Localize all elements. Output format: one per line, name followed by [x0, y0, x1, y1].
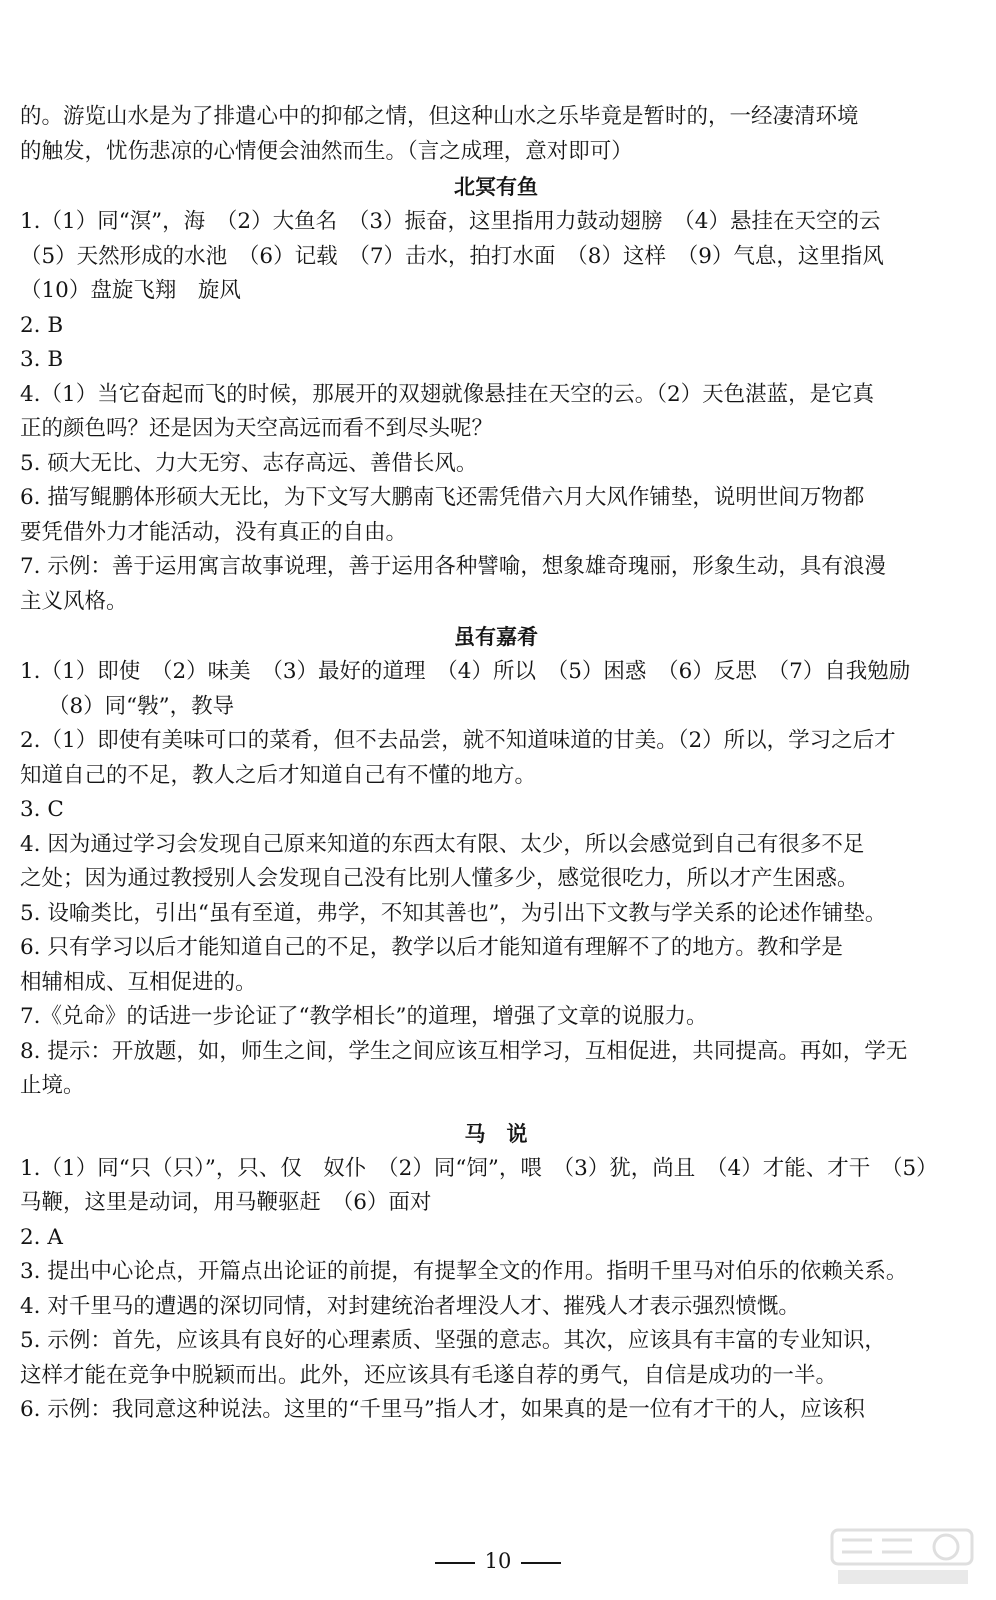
- section-title: 北冥有鱼: [454, 175, 538, 199]
- answer-line: 正的颜色吗？还是因为天空高远而看不到尽头呢？: [20, 416, 494, 441]
- text-line: 的。游览山水是为了排遣心中的抑郁之情，但这种山水之乐毕竟是暂时的，一经凄清环境: [20, 104, 859, 129]
- answer-line: 4. 因为通过学习会发现自己原来知道的东西太有限、太少，所以会感觉到自己有很多不足: [20, 831, 865, 857]
- answer-line: 这样才能在竞争中脱颖而出。此外，还应该具有毛遂自荐的勇气，自信是成功的一半。: [20, 1362, 838, 1388]
- text-line: 的触发，忧伤悲凉的心情便会油然而生。（言之成理，意对即可）: [20, 138, 633, 164]
- intro-paragraph: [20, 100, 972, 169]
- section-ma-shuo: [20, 1116, 972, 1428]
- answer-line: （5）天然形成的水池 （6）记载 （7）击水，拍打水面 （8）这样 （9）气息，这里指风: [20, 243, 884, 269]
- dash-right: [521, 1562, 561, 1564]
- answer-page: [20, 100, 972, 1428]
- answer-line: 7. 示例：善于运用寓言故事说理，善于运用各种譬喻，想象雄奇瑰丽，形象生动，具有浪漫: [20, 554, 886, 579]
- answer-line: 3. B: [20, 347, 64, 372]
- answer-line: 4. 对千里马的遭遇的深切同情，对封建统治者埋没人才、摧残人才表示强烈愤慨。: [20, 1293, 800, 1319]
- answer-line: 知道自己的不足，教人之后才知道自己有不懂的地方。: [20, 762, 537, 788]
- answer-line: 之处；因为通过教授别人会发现自己没有比别人懂多少，感觉很吃力，所以才产生困惑。: [20, 866, 859, 891]
- answer-line: 2. A: [20, 1224, 63, 1250]
- answer-line: 7.《兑命》的话进一步论证了“教学相长”的道理，增强了文章的说服力。: [20, 1004, 708, 1029]
- answer-line: 1.（1）即使 （2）味美 （3）最好的道理 （4）所以 （5）困惑 （6）反思 （7）自我勉励: [20, 659, 911, 684]
- section-title: 马 说: [464, 1121, 528, 1146]
- page-number-text: 10: [484, 1549, 512, 1573]
- section-beiming-youyu: [20, 169, 972, 619]
- answer-line: 3. 提出中心论点，开篇点出论证的前提，有提挈全文的作用。指明千里马对伯乐的依赖关系。: [20, 1259, 908, 1284]
- answer-line: （8）同“斅”，教导: [48, 693, 235, 719]
- answer-line: 6. 只有学习以后才能知道自己的不足，教学以后才能知道有理解不了的地方。教和学是: [20, 935, 843, 960]
- answer-line: 止境。: [20, 1073, 85, 1098]
- answer-line: （10）盘旋飞翔 旋风: [20, 278, 241, 303]
- answer-line: 1.（1）同“只（只）”，只、仅 奴仆 （2）同“饲”，喂 （3）犹，尚且 （4）才能、才干 （5）: [20, 1155, 938, 1181]
- section-title: 虽有嘉肴: [454, 625, 538, 649]
- answer-line: 5. 示例：首先，应该具有良好的心理素质、坚强的意志。其次，应该具有丰富的专业知识，: [20, 1328, 886, 1353]
- answer-line: 2.（1）即使有美味可口的菜肴，但不去品尝，就不知道味道的甘美。（2）所以，学习之后才: [20, 728, 896, 753]
- answer-line: 4.（1）当它奋起而飞的时候，那展开的双翅就像悬挂在天空的云。（2）天色湛蓝，是它真: [20, 381, 875, 407]
- watermark-logo-icon: [828, 1526, 978, 1590]
- answer-line: 8. 提示：开放题，如，师生之间，学生之间应该互相学习，互相促进，共同提高。再如，学无: [20, 1038, 908, 1064]
- answer-line: 2. B: [20, 312, 64, 338]
- answer-line: 相辅相成、互相促进的。: [20, 969, 257, 995]
- answer-line: 3. C: [20, 797, 64, 822]
- answer-line: 要凭借外力才能活动，没有真正的自由。: [20, 519, 408, 545]
- dash-left: [435, 1562, 475, 1564]
- answer-line: 马鞭，这里是动词，用马鞭驱赶 （6）面对: [20, 1190, 432, 1215]
- section-sui-you-jia-yao: [20, 619, 972, 1104]
- answer-line: 6. 示例：我同意这种说法。这里的“千里马”指人才，如果真的是一位有才干的人，应该积: [20, 1397, 865, 1422]
- answer-line: 6. 描写鲲鹏体形硕大无比，为下文写大鹏南飞还需凭借六月大风作铺垫，说明世间万物都: [20, 485, 865, 510]
- answer-line: 主义风格。: [20, 588, 128, 614]
- answer-line: 5. 设喻类比，引出“虽有至道，弗学，不知其善也”，为引出下文教与学关系的论述作铺垫。: [20, 900, 887, 926]
- answer-line: 1.（1）同“溟”，海 （2）大鱼名 （3）振奋，这里指用力鼓动翅膀 （4）悬挂在天空的云: [20, 209, 881, 234]
- answer-line: 5. 硕大无比、力大无穷、志存高远、善借长风。: [20, 450, 478, 476]
- section-spacer: [20, 1104, 972, 1116]
